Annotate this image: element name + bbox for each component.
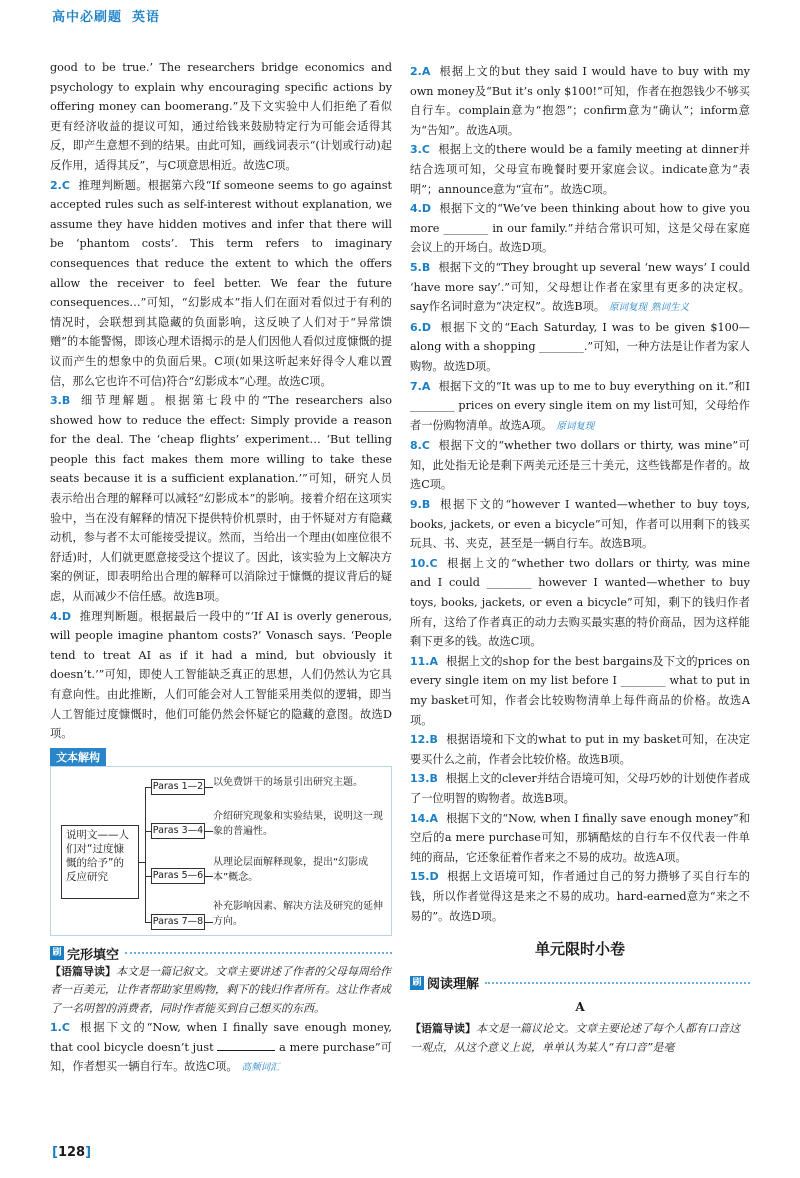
guide-label: 【语篇导读】 — [50, 964, 116, 978]
answer-letter: D — [429, 870, 439, 884]
cloze-answer-9 — [410, 495, 750, 554]
answer-text: 根据上文的but they said I would have to buy with my own money及“But it’s only $100!”可知，作者在抱怨钱少不够买自行车。complain意为“抱怨”；confirm意为“确认”；inform意为“告知”。故选A项。 — [410, 65, 750, 137]
left-column — [50, 58, 392, 1078]
cloze-answer-12 — [410, 730, 750, 769]
diagram-root: 说明文——人们对“过度慷慨的给予”的反应研究 — [61, 825, 139, 899]
answer-text-b: a mere purchase”可知，作者想买一辆自行车。故选C项。 — [50, 1040, 392, 1074]
diagram-node: Paras 7—8 — [151, 914, 205, 930]
guide-text: 本文是一篇议论文。文章主要论述了每个人都有口音这一观点，从这个意义上说，单单认为某人“有口音”是毫 — [410, 1022, 740, 1054]
diagram-desc: 从理论层面解释现象，提出“幻影成本”概念。 — [213, 856, 369, 883]
answer-letter: B — [61, 394, 71, 408]
passage-letter: A — [575, 1000, 585, 1015]
passage-guide — [410, 1020, 750, 1057]
cloze-answer-13 — [410, 769, 750, 808]
cloze-section-title — [50, 944, 392, 963]
cloze-answer-15 — [410, 867, 750, 926]
answer-number: 5. — [410, 260, 422, 274]
cloze-answer-10 — [410, 554, 750, 652]
answer-number: 4. — [50, 609, 62, 623]
dotted-rule — [485, 982, 750, 984]
cloze-answer-8 — [410, 436, 750, 495]
guide-label: 【语篇导读】 — [410, 1022, 476, 1036]
page-number-value: 128 — [57, 1145, 86, 1160]
cloze-answer-4 — [410, 199, 750, 258]
answer-number: 14. — [410, 811, 430, 825]
answer-text: 根据上文的there would be a family meeting at dinner并结合选项可知，父母宣布晚餐时要开家庭会议。indicate意为“表明”；announce意为“宣布”。故选C项。 — [410, 143, 750, 196]
answer-letter: B — [429, 772, 438, 786]
answer-text: 根据上文的“whether two dollars or thirty, was mine and I could ________ however I wanted—whether to buy toys, books, jackets, or even a bicycle”可知，剩下的钱归作者所有，这给了作者真正的动力去购买最实惠的特价商品，因为这样能剩下更多的钱。故选C项。 — [410, 556, 750, 649]
answer-text: 根据上文语境可知，作者通过自己的努力攒够了买自行车的钱，所以作者觉得这是来之不易的成功。hard-earned意为“来之不易的”。故选D项。 — [410, 870, 750, 923]
answer-text: 根据下文的“Each Saturday, I was to be given $100—along with a shopping ________.”可知，一种方法是让作者为家人购物。故选D项。 — [410, 320, 750, 373]
answer-letter: B — [429, 733, 438, 747]
passage-guide — [50, 963, 392, 1019]
diagram-desc: 补充影响因素、解决方法及研究的延伸方向。 — [213, 900, 383, 927]
guide-text: 本文是一篇记叙文。文章主要讲述了作者的父母每周给作者一百美元，让作者帮助家里购物，剩下的钱归作者所有。这让作者成了一名明智的消费者，同时作者能买到自己想买的东西。 — [50, 964, 391, 1015]
answer-text: 根据下文的“however I wanted—whether to buy toys, books, jackets, or even a bicycle”可知，作者可以用剩下的钱买玩具、书、夹克，甚至是一辆自行车。故选B项。 — [410, 498, 750, 551]
answer-number: 6. — [410, 320, 422, 334]
answer-number: 13. — [410, 772, 430, 786]
annotation-note: 熟词生义 — [651, 302, 690, 314]
answer-text: 根据下文的“whether two dollars or thirty, was mine”可知，此处指无论是剩下两美元还是三十美元，这些钱都是作者的。故选C项。 — [410, 439, 750, 492]
answer-number: 10. — [410, 556, 430, 570]
structure-diagram — [50, 766, 392, 936]
answer-number: 2. — [410, 65, 422, 78]
cloze-answer-5 — [410, 258, 750, 318]
answer-number: 2. — [50, 178, 62, 192]
answer-letter: A — [429, 654, 439, 668]
answer-number: 1. — [50, 1021, 62, 1035]
answer-number: 8. — [410, 439, 422, 453]
diagram-node: Paras 3—4 — [151, 823, 205, 839]
answer-letter: B — [421, 260, 431, 274]
annotation-note: 高频词汇 — [241, 1062, 280, 1074]
structure-label: 文本解构 — [50, 748, 106, 766]
book-title: 高中必刷题 — [52, 10, 123, 25]
answer-text: 根据下文的“They brought up several ‘new ways’ I could ‘have more say’.”可知，父母想让作者在家里有更多的决定权。say作名词时意为“决定权”。故选B项。 — [410, 260, 750, 314]
answer-number: 3. — [50, 394, 62, 408]
answer-letter: A — [429, 811, 439, 825]
right-column — [410, 62, 750, 1057]
answer-letter: B — [421, 498, 431, 512]
answer-number: 15. — [410, 870, 430, 884]
brand-icon: 刷 — [410, 976, 424, 990]
answer-letter: C — [61, 1021, 70, 1035]
answer-text: 推理判断题。根据第六段“If someone seems to go against accepted rules such as self-interest without explanation, we assume they have hidden motives and infer that there will be ‘phantom costs’. This term refers to imaginary consequences that reduce the extent to which the offers allow the receiver to feel better. We fear the future consequences…”可知，“幻影成本”指人们在面对看似过于有利的情况时，会联想到其隐藏的负面影响，这反映了人们对于“异常馈赠”的本能警惕，即该心理术语揭示的是人们因他人看似过度慷慨的提议而产生的想象中的负面后果。C项(如果这听起来好得令人难以置信，那么它也许不可信)符合“幻影成本”心理。故选C项。 — [50, 178, 392, 388]
diagram-desc: 以免费饼干的场景引出研究主题。 — [213, 776, 363, 788]
reading-title-text: 阅读理解 — [427, 977, 480, 993]
answer-4 — [50, 607, 392, 744]
answer-text: 根据下文的“It was up to me to buy everything on it.”和I ________ prices on every single item on my list可知，父母给作者一份购物清单。故选A项。 — [410, 379, 750, 432]
answer-text: 根据上文的shop for the best bargains及下文的prices on every single item on my list before I ________ what to put in my basket可知，作者会比较购物清单上每件商品的价格。故选A项。 — [410, 654, 750, 727]
reading-section-title — [410, 973, 750, 992]
running-header — [52, 6, 170, 25]
answer-letter: A — [421, 379, 431, 393]
answer-letter: D — [421, 202, 431, 216]
cloze-answer-1 — [50, 1018, 392, 1078]
answer-text: 细节理解题。根据第七段中的“The researchers also showed how to reduce the effect: Simply provide a reason for the deal. The ‘cheap flights’ experiment… ‘But telling people this fact makes them more willing to take these seats because it is a sufficient explanation.’”可知，研究人员表示给出合理的解释可以减轻“幻影成本”的影响。接着介绍在这项实验中，当在没有解释的情况下提供特价机票时，由于怀疑对方有隐藏动机，参与者不太可能接受提议。然而，当给出一个理由(如座位很不舒适)时，人们就更愿意接受这个提议了。因此，该实验为上文解决方案的例证，即表明给出合理的解释可以消除过于慷慨的提议背后的疑虑，从而减少不信任感。故选B项。 — [50, 394, 392, 604]
brand-icon: 刷 — [50, 946, 64, 960]
answer-letter: C — [429, 556, 438, 570]
unit-quiz-title: 单元限时小卷 — [534, 940, 625, 959]
answer-text: 根据下文的“Now, when I finally save enough money”和空后的a mere purchase可知，那辆酷炫的自行车不仅代表一件单纯的商品，它还象征着作者来之不易的成功。故选A项。 — [410, 811, 750, 864]
answer-number: 3. — [410, 143, 422, 157]
answer-letter: C — [421, 439, 430, 453]
answer-text: 推理判断题。根据最后一段中的“‘If AI is overly generous, will people imagine phantom costs?’ Vonasch says. ‘People tend to treat AI as if it had a mind, but obviously it doesn’t.’”可知，即使人工智能缺乏真正的思想，人们仍然认为它具有意向性。由此推断，人们可能会对人工智能采用类似的逻辑，即当人工智能过度慷慨时，他们可能仍然会怀疑它的隐藏的意图。故选D项。 — [50, 609, 392, 741]
annotation-note: 原词复现 — [609, 302, 648, 314]
cloze-answer-14 — [410, 809, 750, 868]
answer-text: 根据下文的“We’ve been thinking about how to give you more ________ in our family.”并结合常识可知，这是父母在家庭会议上的开场白。故选D项。 — [410, 202, 750, 255]
answer-3 — [50, 391, 392, 607]
answer-letter: D — [61, 609, 71, 623]
answer-number: 9. — [410, 498, 422, 512]
cloze-answer-2 — [410, 62, 750, 140]
cloze-answer-3 — [410, 140, 750, 199]
answer-number: 7. — [410, 379, 422, 393]
blank-line — [217, 1039, 275, 1051]
diagram-desc: 介绍研究现象和实验结果，说明这一现象的普遍性。 — [213, 810, 383, 837]
diagram-node: Paras 5—6 — [151, 868, 205, 884]
answer-number: 12. — [410, 733, 430, 747]
answer-number: 4. — [410, 202, 422, 216]
cloze-answer-6 — [410, 318, 750, 377]
answer-2 — [50, 176, 392, 392]
cloze-title-text: 完形填空 — [67, 947, 120, 963]
dotted-rule — [125, 952, 392, 954]
q1-explanation-tail: good to be true.’ The researchers bridge economics and psychology to explain why encouraging specific actions by offering money can boomerang.”及下文实验中人们拒绝了看似更有经济收益的提议可知，通过给钱来鼓励特定行为可能会适得其反，即产生意想不到的结果。由此可知，画线词表示“(计划或行动)起反作用，适得其反”，与C项意思相近。故选C项。 — [50, 61, 392, 172]
diagram-node: Paras 1—2 — [151, 779, 205, 795]
cloze-answer-7 — [410, 377, 750, 437]
answer-letter: A — [421, 65, 431, 78]
answer-text: 根据语境和下文的what to put in my basket可知，在决定要买什么之前，作者会比较价格。故选B项。 — [410, 733, 750, 766]
answer-text-a: 根据下文的“Now, when I finally save enough money, that cool bicycle doesn’t just — [50, 1021, 392, 1054]
answer-text: 根据上文的clever并结合语境可知，父母巧妙的计划使作者成了一位明智的购物者。故选B项。 — [410, 772, 750, 805]
page-number: [128] — [52, 1145, 92, 1160]
answer-letter: D — [421, 320, 431, 334]
answer-letter: C — [421, 143, 430, 157]
annotation-note: 原词复现 — [556, 420, 595, 432]
answer-number: 11. — [410, 654, 430, 668]
answer-letter: C — [61, 178, 70, 192]
cloze-answer-11 — [410, 652, 750, 730]
subject-label: 英语 — [132, 10, 161, 25]
